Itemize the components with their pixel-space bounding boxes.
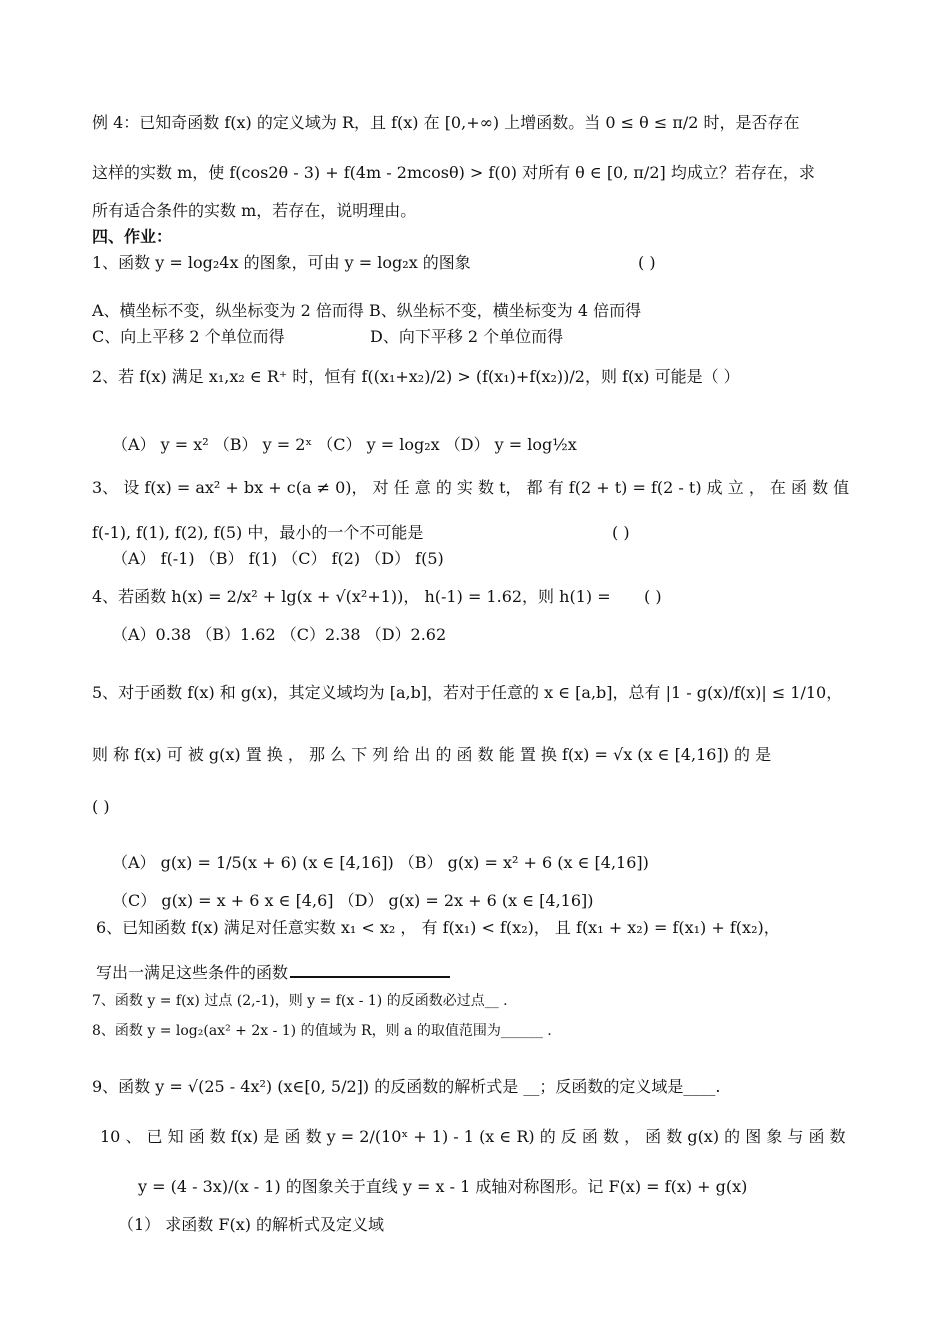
- q1-option-d: D、向下平移 2 个单位而得: [370, 327, 564, 346]
- q3-answer-paren: ( ): [612, 523, 630, 542]
- q6-line2: [96, 962, 450, 984]
- example4-line2: 这样的实数 m，使 f(cos2θ - 3) + f(4m - 2mcosθ) > f(0) 对所有 θ ∈ [0, π/2] 均成立？若存在，求: [92, 163, 815, 182]
- q10-line1: 10 、 已 知 函 数 f(x) 是 函 数 y = 2/(10ˣ + 1) - 1 (x ∈ R) 的 反 函 数 ， 函 数 g(x) 的 图 象 与 函 数: [100, 1127, 846, 1146]
- q5-options-cd: （C） g(x) = x + 6 x ∈ [4,6] （D） g(x) = 2x + 6 (x ∈ [4,16]): [112, 891, 594, 910]
- q5-line1: 5、对于函数 f(x) 和 g(x)，其定义域均为 [a,b]，若对于任意的 x ∈ [a,b]，总有 |1 - g(x)/f(x)| ≤ 1/10，: [92, 683, 843, 702]
- q6-line1: 6、已知函数 f(x) 满足对任意实数 x₁ < x₂ ， 有 f(x₁) < f(x₂)， 且 f(x₁ + x₂) = f(x₁) + f(x₂)，: [96, 918, 780, 937]
- q7-text: 7、函数 y = f(x) 过点 (2,-1)，则 y = f(x - 1) 的反函数必过点__ .: [92, 993, 508, 1009]
- q1-options-ab: A、横坐标不变，纵坐标变为 2 倍而得 B、纵坐标不变，横坐标变为 4 倍而得: [92, 301, 642, 320]
- q5-line2: 则 称 f(x) 可 被 g(x) 置 换 ， 那 么 下 列 给 出 的 函 数 能 置 换 f(x) = √x (x ∈ [4,16]) 的 是: [92, 745, 772, 764]
- q8-text: 8、函数 y = log₂(ax² + 2x - 1) 的值域为 R，则 a 的取值范围为______ .: [92, 1023, 552, 1039]
- q6-answer-blank: [290, 962, 450, 978]
- q4-options: （A）0.38 （B）1.62 （C）2.38 （D）2.62: [112, 625, 447, 644]
- example4-line3: 所有适合条件的实数 m，若存在，说明理由。: [92, 201, 417, 220]
- q1-answer-paren: ( ): [638, 253, 656, 272]
- q4-answer-paren: ( ): [644, 587, 662, 606]
- q3-line1: 3、 设 f(x) = ax² + bx + c(a ≠ 0)， 对 任 意 的 实 数 t， 都 有 f(2 + t) = f(2 - t) 成 立 ， 在 函 数 值: [92, 478, 850, 497]
- q2-text: 2、若 f(x) 满足 x₁,x₂ ∈ R⁺ 时，恒有 f((x₁+x₂)/2) > (f(x₁)+f(x₂))/2，则 f(x) 可能是（ ）: [92, 367, 740, 386]
- section-title: 四、作业：: [92, 227, 173, 246]
- q3-line2: f(-1), f(1), f(2), f(5) 中，最小的一个不可能是: [92, 523, 424, 542]
- q9-text: 9、函数 y = √(25 - 4x²) (x∈[0, 5/2]) 的反函数的解析式是 __；反函数的定义域是____.: [92, 1077, 721, 1096]
- q3-options: （A） f(-1) （B） f(1) （C） f(2) （D） f(5): [112, 549, 444, 568]
- q4-text: 4、若函数 h(x) = 2/x² + lg(x + √(x²+1))， h(-1) = 1.62，则 h(1) =: [92, 587, 611, 606]
- example4-line1: 例 4：已知奇函数 f(x) 的定义域为 R，且 f(x) 在 [0,+∞) 上增函数。当 0 ≤ θ ≤ π/2 时，是否存在: [92, 113, 800, 132]
- q6-prompt: 写出一满足这些条件的函数: [96, 963, 289, 982]
- q1-text: 1、函数 y = log₂4x 的图象，可由 y = log₂x 的图象: [92, 253, 471, 272]
- q5-answer-paren: ( ): [92, 797, 110, 816]
- q5-options-ab: （A） g(x) = 1/5(x + 6) (x ∈ [4,16]) （B） g(x) = x² + 6 (x ∈ [4,16]): [112, 853, 649, 872]
- q1-option-c: C、向上平移 2 个单位而得: [92, 327, 285, 346]
- q10-subquestion-1: （1） 求函数 F(x) 的解析式及定义域: [118, 1215, 385, 1234]
- q2-options: （A） y = x² （B） y = 2ˣ （C） y = log₂x （D） y = log½x: [112, 435, 577, 454]
- q10-line2: y = (4 - 3x)/(x - 1) 的图象关于直线 y = x - 1 成轴对称图形。记 F(x) = f(x) + g(x): [138, 1177, 748, 1196]
